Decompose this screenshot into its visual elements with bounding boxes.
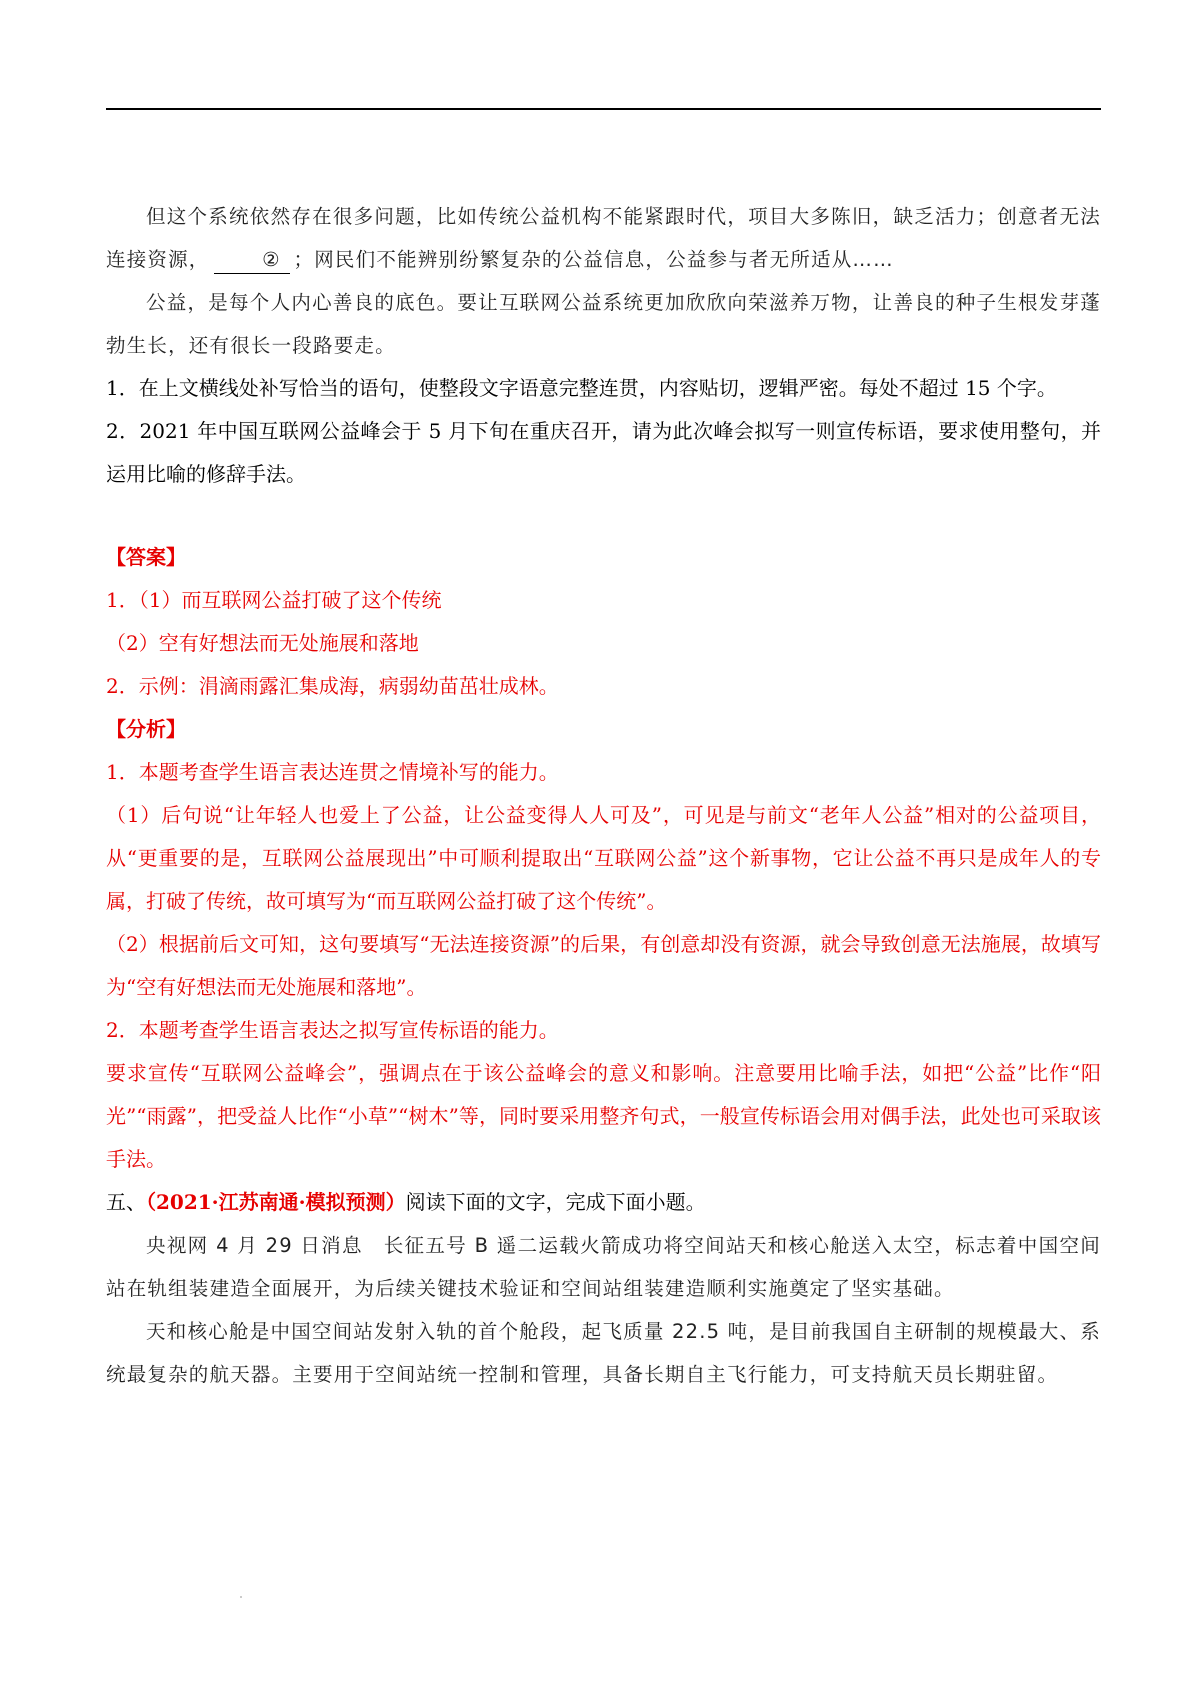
answer-line: （2）空有好想法而无处施展和落地 bbox=[106, 631, 419, 655]
passage-paragraph-2: 公益，是每个人内心善良的底色。要让互联网公益系统更加欣欣向荣滋养万物，让善良的种子生根发芽蓬勃生长，还有很长一段路要走。 bbox=[106, 291, 1101, 357]
analysis-line: （1）后句说“让年轻人也爱上了公益，让公益变得人人可及”，可见是与前文“老年人公益”相对的公益项目，从“更重要的是，互联网公益展现出”中可顺利提取出“互联网公益”这个新事物，它让公益不再只是成年人的专属，打破了传统，故可填写为“而互联网公益打破了这个传统”。 bbox=[106, 803, 1101, 913]
answer-line: 2．示例：涓滴雨露汇集成海，病弱幼苗茁壮成林。 bbox=[106, 674, 559, 698]
analysis-line: （2）根据前后文可知，这句要填写“无法连接资源”的后果，有创意却没有资源，就会导致创意无法施展，故填写为“空有好想法而无处施展和落地”。 bbox=[106, 932, 1101, 999]
analysis-heading: 【分析】 bbox=[106, 717, 186, 741]
section-5-instruction: 阅读下面的文字，完成下面小题。 bbox=[405, 1190, 706, 1214]
analysis-line: 要求宣传“互联网公益峰会”，强调点在于该公益峰会的意义和影响。注意要用比喻手法，如把“公益”比作“阳光”“雨露”，把受益人比作“小草”“树木”等，同时要采用整齐句式，一般宣传标语会用对偶手法，此处也可采取该手法。 bbox=[106, 1061, 1101, 1171]
answer-line: 1．（1）而互联网公益打破了这个传统 bbox=[106, 588, 442, 612]
analysis-line: 1．本题考查学生语言表达连贯之情境补写的能力。 bbox=[106, 760, 559, 784]
question-2: 2．2021 年中国互联网公益峰会于 5 月下旬在重庆召开，请为此次峰会拟写一则宣传标语，要求使用整句，并运用比喻的修辞手法。 bbox=[106, 419, 1101, 486]
passage-paragraph-1: 但这个系统依然存在很多问题，比如传统公益机构不能紧跟时代，项目大多陈旧，缺乏活力；创意者无法连接资源， ② ；网民们不能辨别纷繁复杂的公益信息，公益参与者无所适从…… bbox=[106, 195, 1101, 281]
fill-blank-2: ② bbox=[214, 247, 290, 274]
footer-mark bbox=[240, 1596, 242, 1598]
section-5-source: （2021·江苏南通·模拟预测） bbox=[146, 1190, 406, 1214]
answer-heading: 【答案】 bbox=[106, 545, 186, 569]
header-rule bbox=[106, 108, 1101, 110]
document-body bbox=[106, 195, 1101, 1396]
section-5-paragraph-2: 天和核心舱是中国空间站发射入轨的首个舱段，起飞质量 22.5 吨，是目前我国自主研制的规模最大、系统最复杂的航天器。主要用于空间站统一控制和管理，具备长期自主飞行能力，可支持航天员长期驻留。 bbox=[106, 1320, 1101, 1386]
section-5-heading bbox=[106, 1181, 1101, 1224]
section-5-number: 五、 bbox=[106, 1190, 146, 1214]
analysis-line: 2．本题考查学生语言表达之拟写宣传标语的能力。 bbox=[106, 1018, 559, 1042]
section-5-paragraph-1: 央视网 4 月 29 日消息 长征五号 B 遥二运载火箭成功将空间站天和核心舱送入太空，标志着中国空间站在轨组装建造全面展开，为后续关键技术验证和空间站组装建造顺利实施奠定了坚实基础。 bbox=[106, 1234, 1101, 1300]
question-1: 1．在上文横线处补写恰当的语句，使整段文字语意完整连贯，内容贴切，逻辑严密。每处不超过 15 个字。 bbox=[106, 376, 1057, 400]
